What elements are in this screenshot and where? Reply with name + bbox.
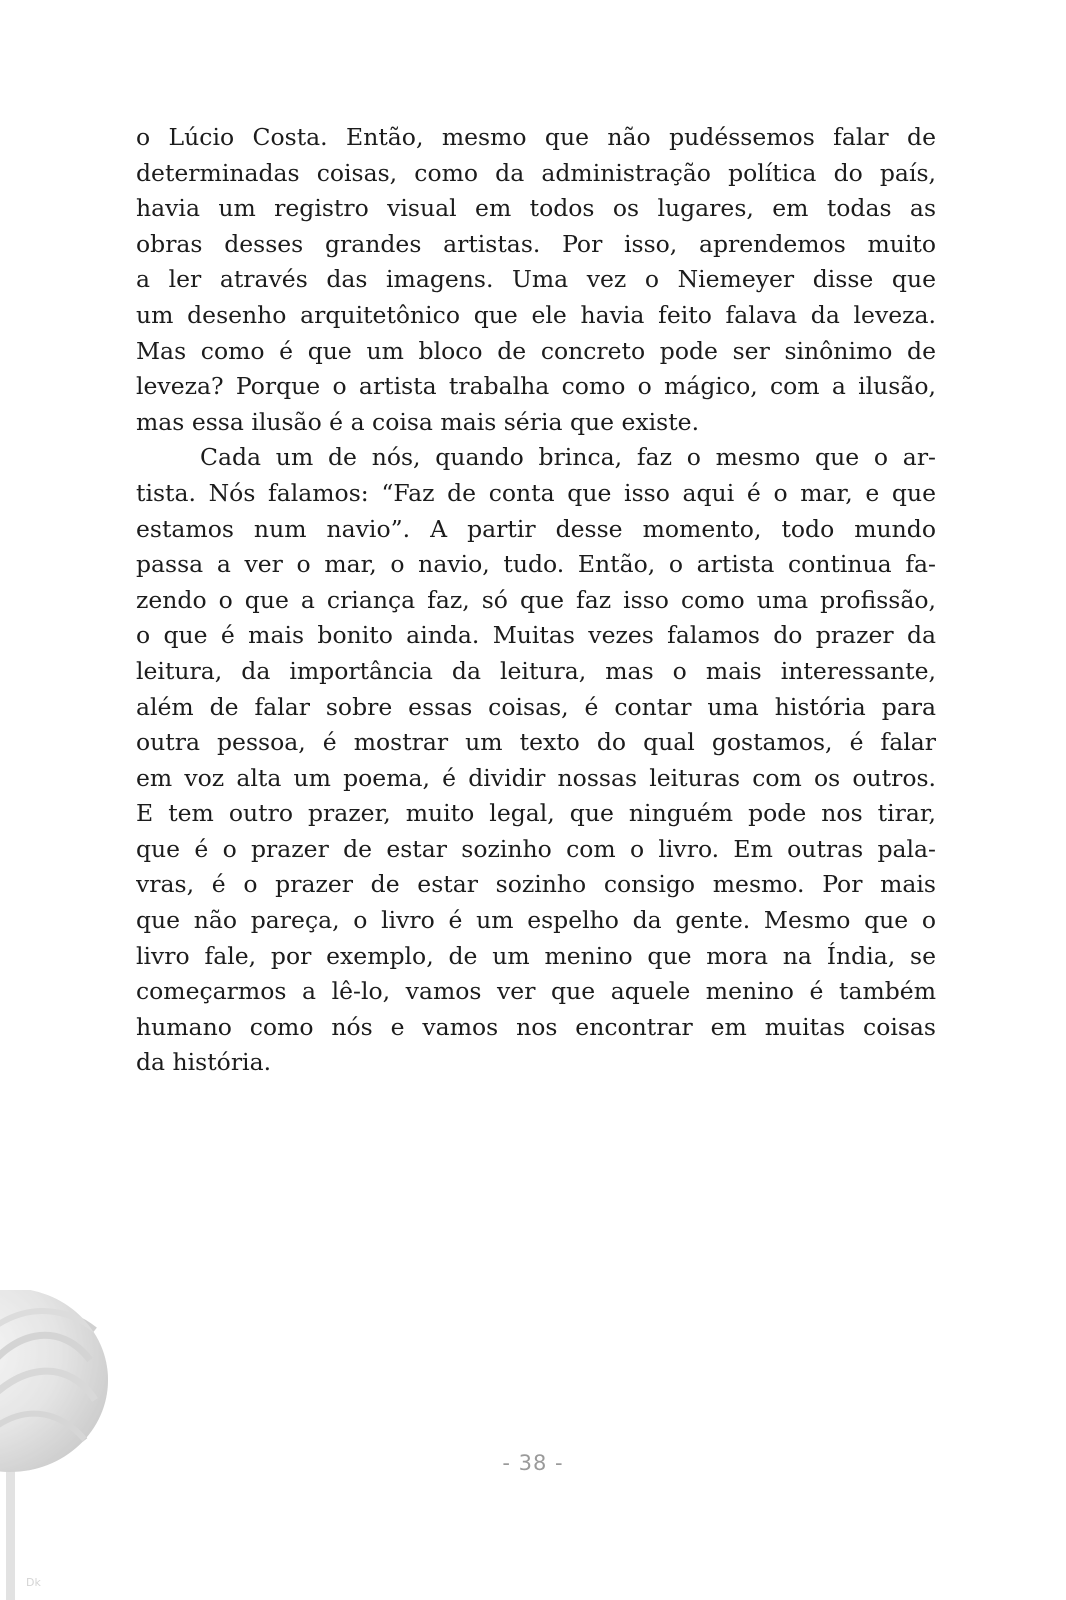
text-line: que é o prazer de estar sozinho com o livro. Em outras pala- bbox=[136, 834, 936, 863]
text-line: Mas como é que um bloco de concreto pode ser sinônimo de bbox=[136, 336, 936, 365]
lollipop-icon bbox=[0, 1290, 110, 1600]
text-line: estamos num navio”. A partir desse momento, todo mundo bbox=[136, 514, 936, 543]
text-line: em voz alta um poema, é dividir nossas leituras com os outros. bbox=[136, 763, 936, 792]
text-line: o que é mais bonito ainda. Muitas vezes falamos do prazer da bbox=[136, 621, 936, 650]
text-line: leveza? Porque o artista trabalha como o mágico, com a ilusão, bbox=[136, 372, 936, 401]
watermark-text: Dk bbox=[26, 1576, 41, 1589]
text-line: começarmos a lê-lo, vamos ver que aquele menino é também bbox=[136, 977, 936, 1006]
text-line: humano como nós e vamos nos encontrar em muitas coisas bbox=[136, 1012, 936, 1041]
text-line: obras desses grandes artistas. Por isso, aprendemos muito bbox=[136, 229, 936, 258]
text-line: além de falar sobre essas coisas, é contar uma história para bbox=[136, 692, 936, 721]
text-line: que não pareça, o livro é um espelho da gente. Mesmo que o bbox=[136, 906, 936, 935]
text-line: tista. Nós falamos: “Faz de conta que isso aqui é o mar, e que bbox=[136, 478, 936, 507]
text-line: havia um registro visual em todos os lugares, em todas as bbox=[136, 194, 936, 223]
text-line: livro fale, por exemplo, de um menino que mora na Índia, se bbox=[136, 941, 936, 970]
paragraph-1 bbox=[136, 120, 936, 440]
text-line: zendo o que a criança faz, só que faz isso como uma profissão, bbox=[136, 585, 936, 614]
text-line: vras, é o prazer de estar sozinho consigo mesmo. Por mais bbox=[136, 870, 936, 899]
page-number: - 38 - bbox=[502, 1451, 564, 1475]
text-line: mas essa ilusão é a coisa mais séria que existe. bbox=[136, 407, 700, 436]
text-line: a ler através das imagens. Uma vez o Niemeyer disse que bbox=[136, 265, 936, 294]
text-line: o Lúcio Costa. Então, mesmo que não pudéssemos falar de bbox=[136, 123, 936, 151]
paragraph-2 bbox=[136, 440, 936, 1081]
text-line: outra pessoa, é mostrar um texto do qual gostamos, é falar bbox=[136, 728, 936, 757]
text-line: um desenho arquitetônico que ele havia feito falava da leveza. bbox=[136, 300, 936, 329]
text-line: da história. bbox=[136, 1048, 272, 1077]
body-text bbox=[136, 120, 936, 1081]
text-line: Cada um de nós, quando brinca, faz o mesmo que o ar- bbox=[200, 443, 936, 472]
text-line: passa a ver o mar, o navio, tudo. Então, o artista continua fa- bbox=[136, 550, 936, 579]
text-line: E tem outro prazer, muito legal, que ninguém pode nos tirar, bbox=[136, 799, 936, 828]
text-line: leitura, da importância da leitura, mas o mais interessante, bbox=[136, 656, 936, 685]
text-line: determinadas coisas, como da administração política do país, bbox=[136, 158, 936, 187]
